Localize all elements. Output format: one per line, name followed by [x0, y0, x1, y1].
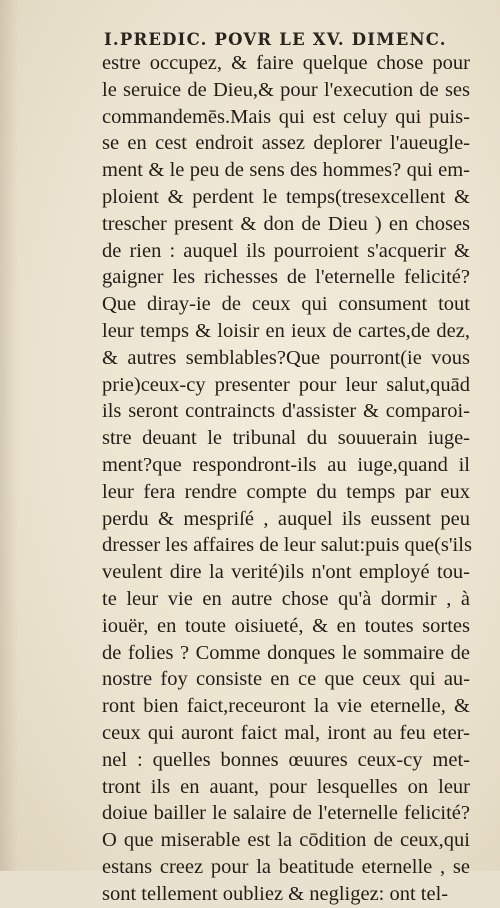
text-line: O que miserable est la cōdition de ceux,qui: [102, 829, 470, 852]
text-line: leur temps & loisir en ieux de cartes,de dez,: [102, 319, 470, 342]
text-line: sont tellement oubliez & negligez: ont tel-: [102, 882, 449, 905]
text-line: estre occupez, & faire quelque chose pour: [102, 52, 470, 74]
text-line: commandemēs.Mais qui est celuy qui puis-: [102, 105, 470, 128]
text-line: de rien : auquel ils pourroient s'acquerir &: [102, 239, 470, 262]
text-line: le seruice de Dieu,& pour l'execution de ses: [102, 78, 470, 101]
text-line: ploient & perdent le temps(tresexcellent &: [102, 185, 470, 208]
text-line: tront ils en auant, pour lesquelles on leur: [102, 775, 470, 798]
text-line: te leur vie en autre chose qu'à dormir , à: [102, 587, 470, 610]
text-line: ment?que respondront-ils au iuge,quand il: [102, 453, 470, 476]
text-line: leur fera rendre compte du temps par eux: [102, 480, 470, 503]
text-line: dresser les affaires de leur salut:puis que(s'ils: [102, 534, 472, 557]
text-line: nostre foy consiste en ce que ceux qui au-: [102, 668, 470, 691]
running-head: I.PREDIC. POVR LE XV. DIMENC.: [104, 30, 447, 49]
text-line: perdu & mespriſé , auquel ils eussent peu: [102, 507, 470, 530]
text-line: stre deuant le tribunal du souuerain iuge-: [102, 427, 470, 450]
text-line: estans creez pour la beatitude eternelle , se: [102, 855, 470, 878]
gutter-shadow: [0, 0, 18, 871]
text-line: nel : quelles bonnes œuures ceux-cy met-: [102, 748, 470, 771]
text-line: prie)ceux-cy presenter pour leur salut,quād: [102, 373, 470, 396]
text-line: gaigner les richesses de l'eternelle felicité?: [102, 266, 470, 289]
text-line: ment & le peu de sens des hommes? qui em-: [102, 159, 470, 182]
text-line: ils seront contraincts d'assister & comparoi-: [102, 400, 470, 423]
text-line: se en cest endroit assez deplorer l'aueugle-: [102, 132, 470, 155]
text-line: ceux qui auront faict mal, iront au feu eter-: [102, 721, 470, 744]
text-line: iouër, en toute oisiueté, & en toutes sortes: [102, 614, 470, 637]
text-line: veulent dire la verité)ils n'ont employé tou-: [102, 561, 470, 584]
text-line: ront bien faict,receuront la vie eternelle, &: [102, 695, 470, 718]
text-line: de folies ? Comme donques le sommaire de: [102, 641, 470, 664]
text-line: trescher present & don de Dieu ) en choses: [102, 212, 470, 235]
text-line: & autres semblables?Que pourront(ie vous: [102, 346, 470, 369]
text-line: Que diray-ie de ceux qui consument tout: [102, 293, 470, 316]
body-text: [102, 50, 470, 908]
text-line: doiue bailler le salaire de l'eternelle felicité?: [102, 802, 470, 825]
